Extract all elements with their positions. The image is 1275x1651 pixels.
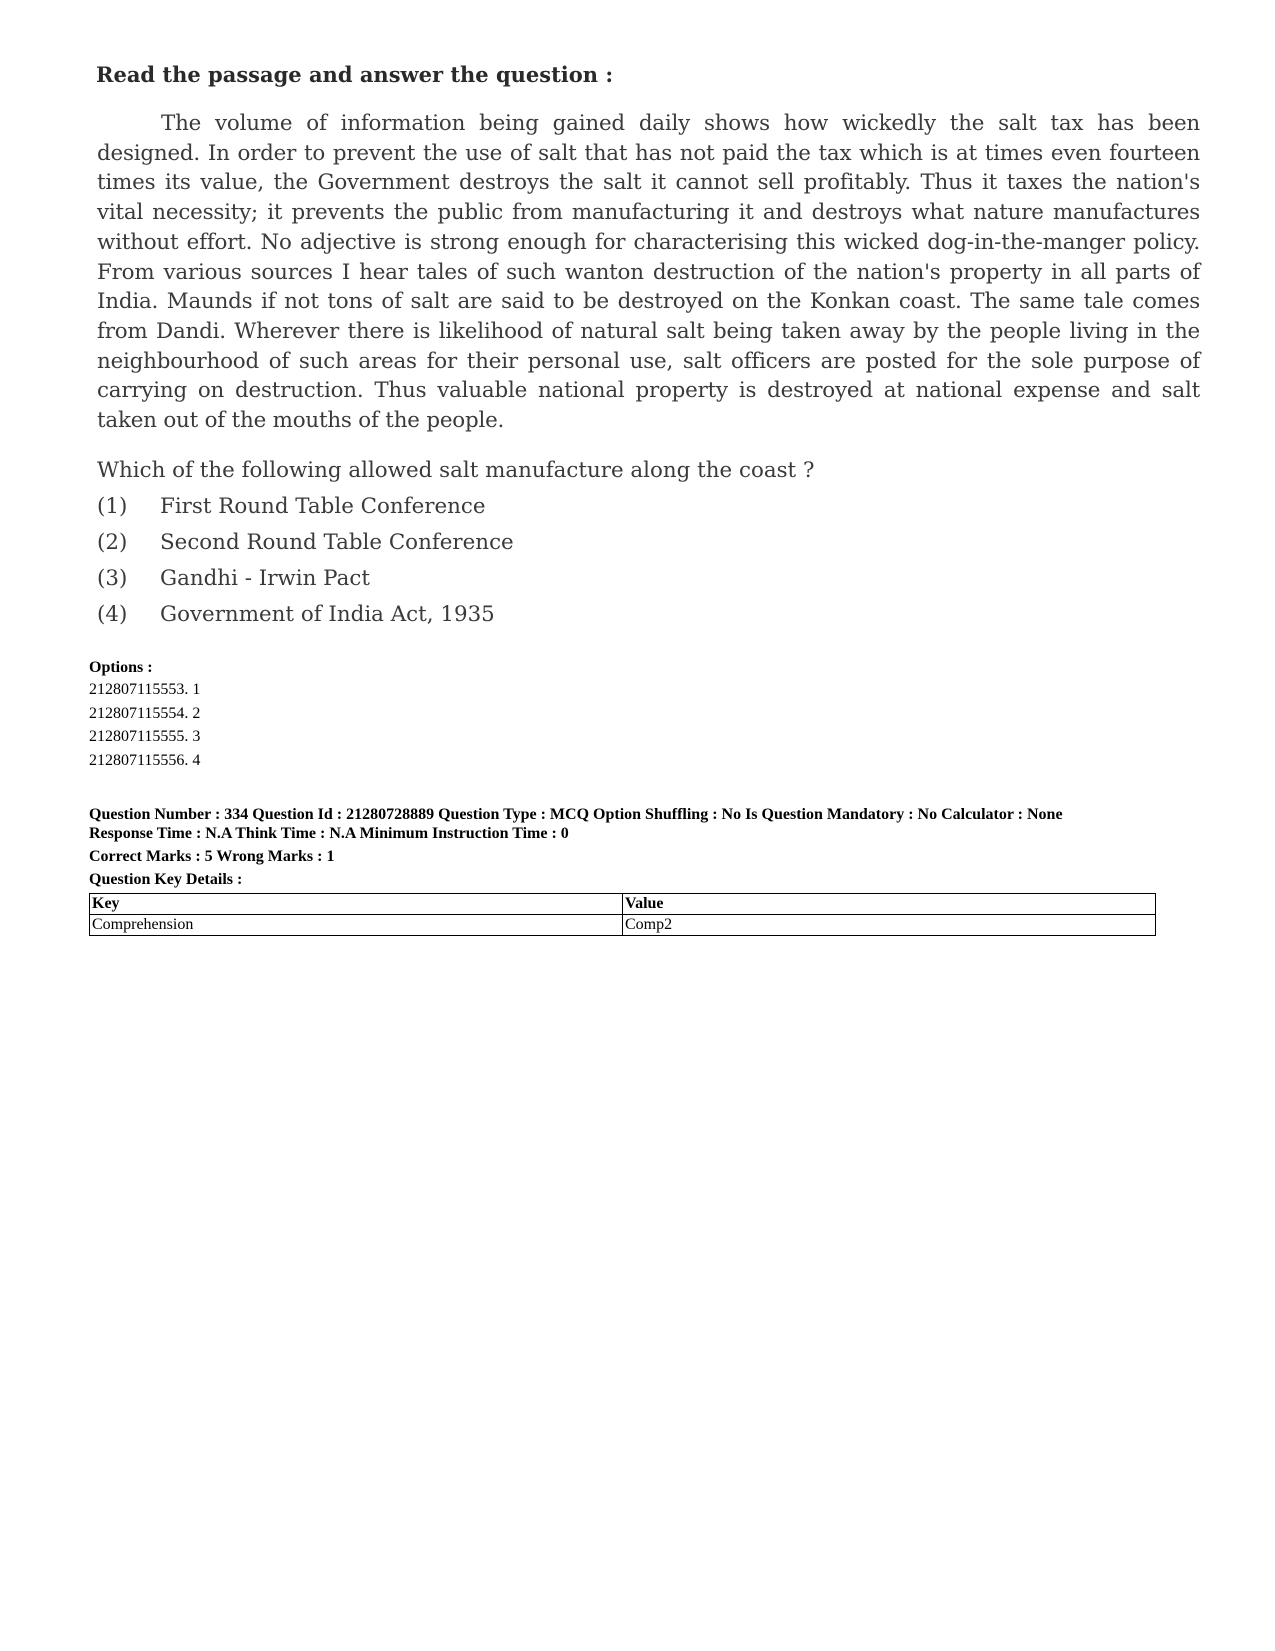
choice-number: (1)	[97, 493, 128, 519]
choice-text: Gandhi - Irwin Pact	[160, 565, 370, 591]
option-id-2: 212807115554. 2	[89, 704, 201, 722]
option-id-3: 212807115555. 3	[89, 728, 201, 745]
question-scan-image	[90, 55, 1200, 633]
marks-line: Correct Marks : 5 Wrong Marks : 1	[89, 848, 335, 865]
answer-choice-1	[97, 489, 1200, 525]
option-id-4: 212807115556. 4	[89, 751, 201, 769]
passage-text: The volume of information being gained daily shows how wickedly the salt tax has been designed. In order to prevent the use of salt that has not paid the tax which is at times even fourteen times its value, the Government destroys the salt it cannot sell profitably. Thus it taxes the nation's vital necessity; it prevents the public from manufacturing it and destroys what nature manufactures without effort. No adjective is strong enough for characterising this wicked dog-in-the-manger policy. From various sources I hear tales of such wanton destruction of the nation's property in all parts of India. Maunds if not tons of salt are said to be destroyed on the Konkan coast. The same tale comes from Dandi. Wherever there is likelihood of natural salt being taken away by the people living in the neighbourhood of such areas for their personal use, salt officers are posted for the sole purpose of carrying on destruction. Thus valuable national property is destroyed at national expense and salt taken out of the mouths of the people.	[97, 111, 1200, 434]
answer-choice-4	[97, 597, 1200, 633]
choice-number: (4)	[97, 601, 128, 627]
question-info-line1: Question Number : 334 Question Id : 21280728889 Question Type : MCQ Option Shuffling : No Is Question Mandatory : No Calculator : None	[89, 806, 1063, 823]
table-cell-key: Comprehension	[90, 915, 623, 936]
question-text: Which of the following allowed salt manufacture along the coast ?	[97, 457, 815, 483]
key-details-table	[89, 893, 1156, 936]
options-label: Options :	[89, 659, 153, 676]
table-header-key: Key	[90, 894, 623, 915]
choice-text: First Round Table Conference	[160, 493, 486, 519]
table-header-row	[90, 894, 1156, 915]
answer-choice-2	[97, 525, 1200, 561]
choice-number: (2)	[97, 529, 128, 555]
choice-number: (3)	[97, 565, 128, 591]
table-cell-value: Comp2	[623, 915, 1156, 936]
answer-choices	[97, 489, 1200, 633]
key-details-label: Question Key Details :	[89, 871, 243, 888]
table-header-value: Value	[623, 894, 1156, 915]
answer-choice-3	[97, 561, 1200, 597]
choice-text: Second Round Table Conference	[160, 529, 514, 555]
table-row	[90, 915, 1156, 936]
question-info-line2: Response Time : N.A Think Time : N.A Minimum Instruction Time : 0	[89, 825, 569, 842]
option-id-1: 212807115553. 1	[89, 681, 201, 698]
choice-text: Government of India Act, 1935	[160, 601, 495, 627]
question-metadata	[89, 657, 1189, 936]
passage-heading: Read the passage and answer the question :	[96, 62, 614, 87]
